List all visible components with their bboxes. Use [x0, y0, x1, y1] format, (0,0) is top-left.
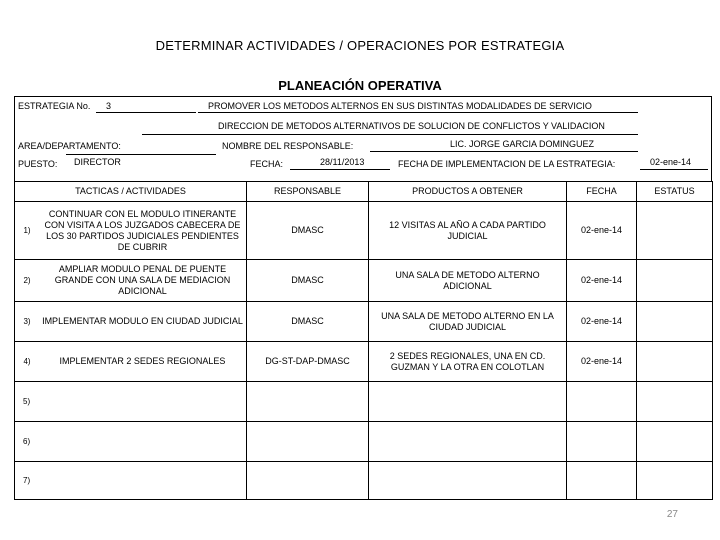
row-responsable: DMASC — [247, 302, 369, 342]
row-actividad: AMPLIAR MODULO PENAL DE PUENTE GRANDE CON UNA SALA DE MEDIACION ADICIONAL — [54, 264, 231, 296]
area-label: AREA/DEPARTAMENTO: — [18, 141, 121, 151]
responsable-label: NOMBRE DEL RESPONSABLE: — [222, 141, 354, 151]
direccion-text: DIRECCION DE METODOS ALTERNATIVOS DE SOLUCION DE CONFLICTOS Y VALIDACION — [218, 121, 605, 131]
estrategia-text: PROMOVER LOS METODOS ALTERNOS EN SUS DISTINTAS MODALIDADES DE SERVICIO — [208, 101, 592, 111]
page-number: 27 — [666, 509, 678, 520]
table-row — [15, 382, 713, 422]
row-fecha: 02-ene-14 — [567, 342, 637, 382]
col-header-tacticas: TACTICAS / ACTIVIDADES — [15, 182, 247, 202]
row-number: 4) — [23, 357, 31, 366]
row-fecha: 02-ene-14 — [567, 202, 637, 260]
col-header-responsable: RESPONSABLE — [247, 182, 369, 202]
row-responsable: DG-ST-DAP-DMASC — [247, 342, 369, 382]
table-row — [15, 342, 713, 382]
row-number: 1) — [23, 226, 31, 235]
row-number: 2) — [23, 276, 31, 285]
row-responsable — [247, 462, 369, 500]
row-producto — [369, 462, 567, 500]
estrategia-number: 3 — [106, 101, 112, 111]
fecha-label: FECHA: — [250, 159, 284, 169]
row-number: 3) — [23, 317, 31, 326]
row-producto: 2 SEDES REGIONALES, UNA EN CD. GUZMAN Y LA OTRA EN COLOTLAN — [369, 342, 567, 382]
implementacion-label: FECHA DE IMPLEMENTACION DE LA ESTRATEGIA: — [398, 159, 616, 169]
col-header-estatus: ESTATUS — [637, 182, 713, 202]
table-row — [15, 202, 713, 260]
right-rule — [711, 96, 712, 181]
estrategia-label: ESTRATEGIA No. — [18, 101, 91, 111]
table-row — [15, 260, 713, 302]
puesto-label: PUESTO: — [18, 159, 58, 169]
row-actividad: IMPLEMENTAR 2 SEDES REGIONALES — [59, 356, 226, 366]
estrategia-number-underline — [96, 112, 196, 113]
actividades-table — [14, 181, 713, 500]
row-actividad: IMPLEMENTAR MODULO EN CIUDAD JUDICIAL — [42, 316, 243, 326]
row-estatus — [637, 342, 713, 382]
page-subtitle: PLANEACIÓN OPERATIVA — [278, 78, 442, 93]
row-producto: 12 VISITAS AL AÑO A CADA PARTIDO JUDICIAL — [369, 202, 567, 260]
top-rule — [14, 96, 712, 97]
row-responsable — [247, 382, 369, 422]
row-fecha — [567, 462, 637, 500]
row-number: 7) — [15, 462, 247, 500]
row-producto: UNA SALA DE METODO ALTERNO EN LA CIUDAD JUDICIAL — [369, 302, 567, 342]
row-number: 5) — [15, 382, 247, 422]
row-fecha — [567, 422, 637, 462]
puesto-value: DIRECTOR — [74, 157, 121, 167]
col-header-fecha: FECHA — [567, 182, 637, 202]
table-row — [15, 422, 713, 462]
responsable-underline — [370, 151, 638, 152]
row-responsable — [247, 422, 369, 462]
area-underline — [142, 134, 638, 135]
row-actividad: CONTINUAR CON EL MODULO ITINERANTE CON VISITA A LOS JUZGADOS CABECERA DE LOS 30 PARTIDOS JUDICIALES PENDIENTES DE CUBRIR — [44, 208, 241, 252]
row-fecha: 02-ene-14 — [567, 302, 637, 342]
puesto-overline — [66, 154, 216, 155]
row-estatus — [637, 382, 713, 422]
table-row — [15, 302, 713, 342]
fecha-underline — [290, 169, 390, 170]
implementacion-value: 02-ene-14 — [650, 157, 692, 167]
row-number: 6) — [15, 422, 247, 462]
row-producto: UNA SALA DE METODO ALTERNO ADICIONAL — [369, 260, 567, 302]
row-producto — [369, 422, 567, 462]
table-row — [15, 462, 713, 500]
page-title: DETERMINAR ACTIVIDADES / OPERACIONES POR ESTRATEGIA — [155, 38, 565, 53]
responsable-value: LIC. JORGE GARCIA DOMINGUEZ — [450, 139, 595, 149]
left-rule — [14, 96, 15, 181]
col-header-productos: PRODUCTOS A OBTENER — [369, 182, 567, 202]
row-responsable: DMASC — [247, 260, 369, 302]
fecha-value: 28/11/2013 — [320, 157, 365, 167]
row-estatus — [637, 422, 713, 462]
table-header-row — [15, 182, 713, 202]
row-producto — [369, 382, 567, 422]
row-estatus — [637, 302, 713, 342]
row-responsable: DMASC — [247, 202, 369, 260]
row-estatus — [637, 462, 713, 500]
row-estatus — [637, 202, 713, 260]
implementacion-underline — [640, 169, 708, 170]
row-fecha: 02-ene-14 — [567, 260, 637, 302]
estrategia-text-underline — [198, 112, 638, 113]
row-fecha — [567, 382, 637, 422]
row-estatus — [637, 260, 713, 302]
